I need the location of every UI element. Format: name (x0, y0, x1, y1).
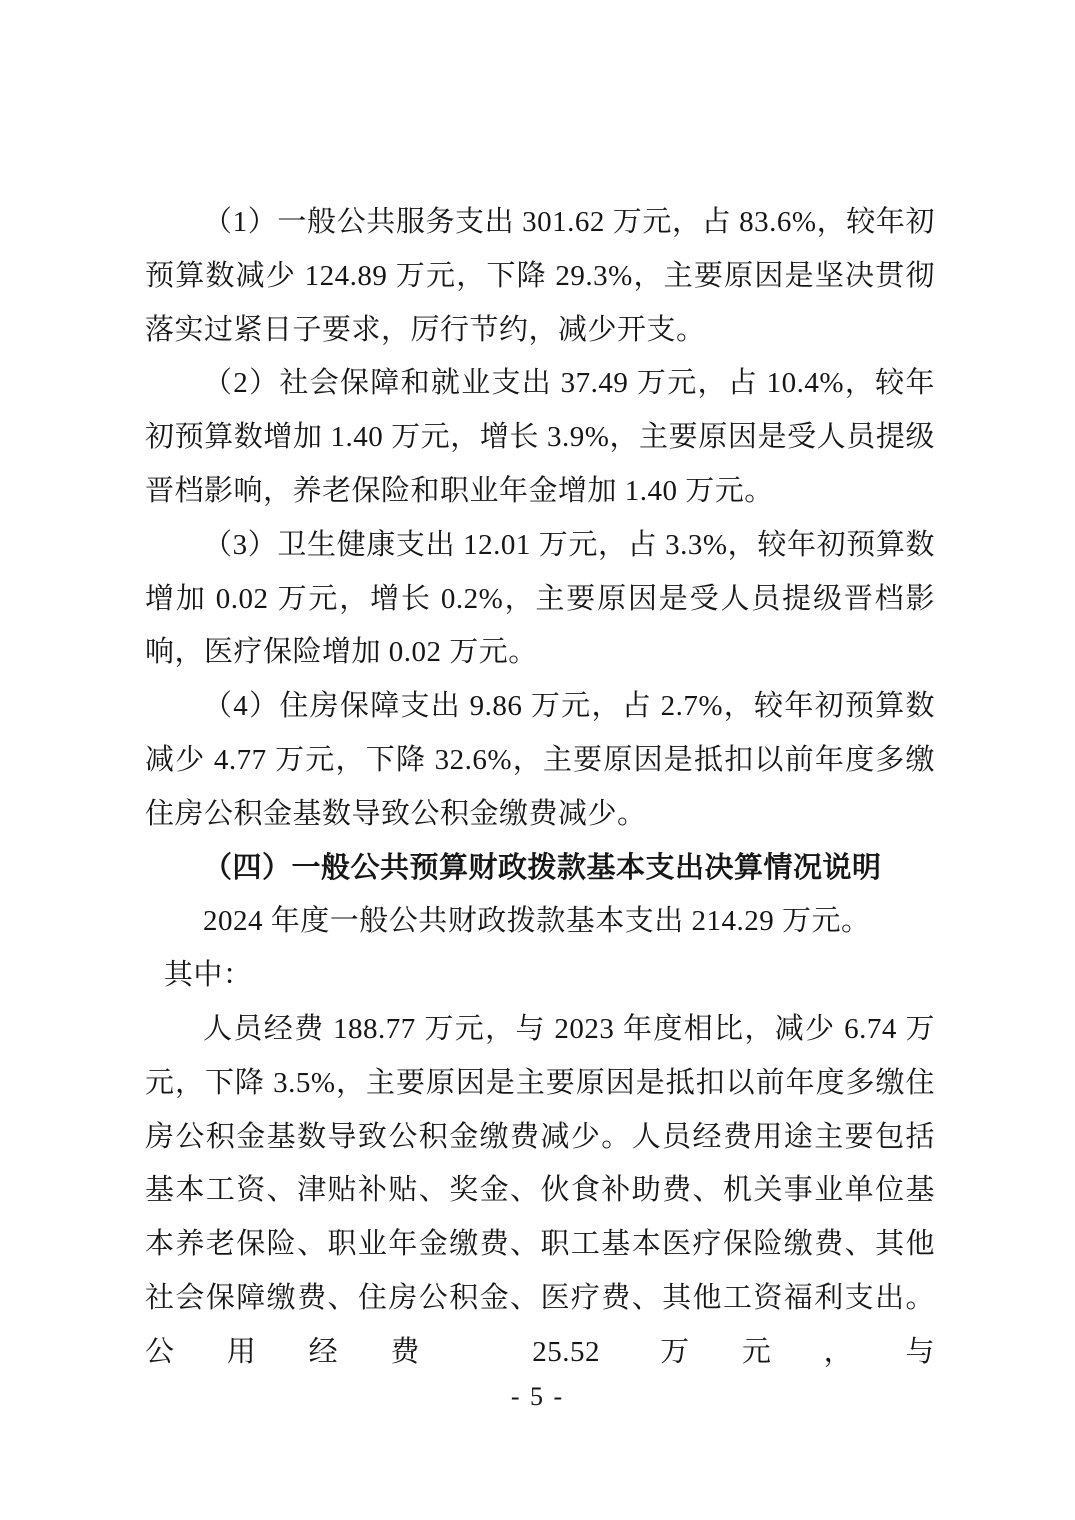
paragraph-among-which-label: 其中： (163, 959, 253, 992)
page-number: - 5 - (510, 1382, 565, 1411)
section-heading: （四）一般公共预算财政拨款基本支出决算情况说明 (203, 851, 882, 884)
paragraph-expense-item-4: （4）住房保障支出 9.86 万元，占 2.7%，较年初预算数减少 4.77 万元，下降 32.6%，主要原因是抵扣以前年度多缴住房公积金基数导致公积金缴费减少。 (145, 690, 935, 830)
paragraph-expense-item-3: （3）卫生健康支出 12.01 万元，占 3.3%，较年初预算数增加 0.02 万元，增长 0.2%，主要原因是受人员提级晋档影响，医疗保险增加 0.02 万元。 (145, 528, 935, 669)
paragraph-basic-expenditure-total: 2024 年度一般公共财政拨款基本支出 214.29 万元。 (203, 905, 871, 938)
paragraph-expense-item-1: （1）一般公共服务支出 301.62 万元，占 83.6%，较年初预算数减少 124.89 万元，下降 29.3%，主要原因是坚决贯彻落实过紧日子要求，厉行节约，减少开支。 (145, 206, 935, 346)
document-body (145, 196, 935, 1380)
paragraph-expense-item-2: （2）社会保障和就业支出 37.49 万元，占 10.4%，较年初预算数增加 1.40 万元，增长 3.9%，主要原因是受人员提级晋档影响，养老保险和职业年金增加 1.40 万元。 (145, 367, 935, 507)
paragraph-personnel-funds: 人员经费 188.77 万元，与 2023 年度相比，减少 6.74 万元，下降 3.5%，主要原因是主要原因是抵扣以前年度多缴住房公积金基数导致公积金缴费减少。人员经费用途主要包括基本工资、津贴补贴、奖金、伙食补助费、机关事业单位基本养老保险、职业年金缴费、职工基本医疗保险缴费、其他社会保障缴费、住房公积金、医疗费、其他工资福利支出。公用经费 25.52 万元，与 (145, 1012, 935, 1368)
page-footer (0, 1382, 1075, 1412)
